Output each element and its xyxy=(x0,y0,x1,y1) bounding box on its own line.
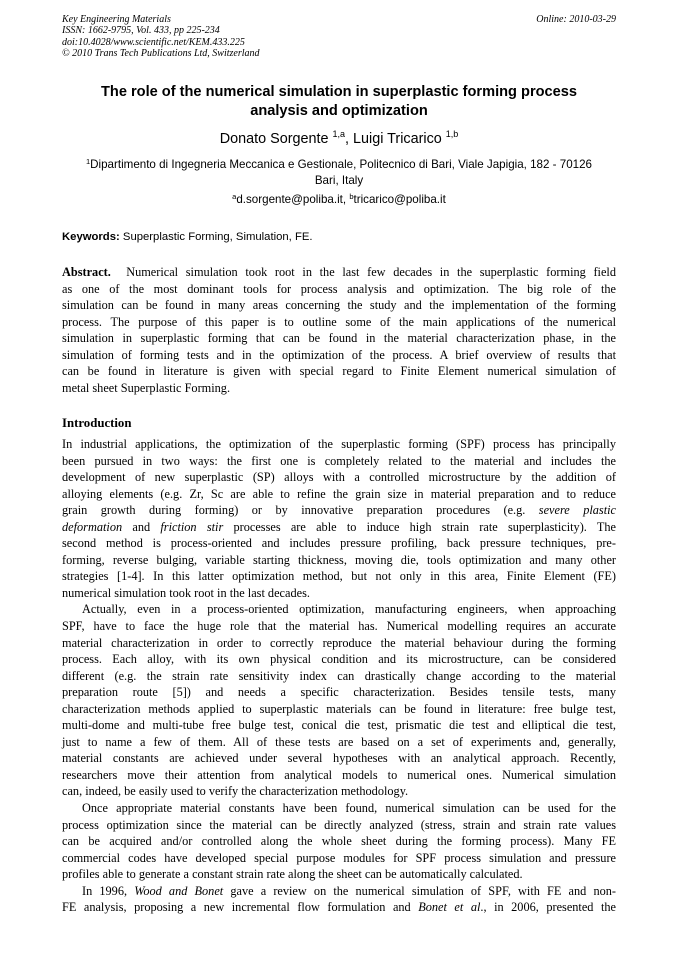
author-2: Luigi Tricarico xyxy=(353,131,442,147)
paper-title xyxy=(62,83,616,121)
abstract-line: as one of the most dominant tools for process analysis and optimization. The big role of the xyxy=(62,281,616,296)
keywords-label: Keywords: xyxy=(62,231,120,243)
text-line: strategies [1-4]. In this latter optimization method, but not only in this area, Finite Element (FE) xyxy=(62,569,616,584)
text-line: characterization methods applied to superplastic materials can be found in literature: free bulge test, xyxy=(62,701,616,716)
text-line: researchers move their attention from analytical models to numerical ones. Numerical simulation xyxy=(62,767,616,782)
affiliation-line-2: Bari, Italy xyxy=(314,173,364,187)
affiliation xyxy=(62,157,616,188)
abstract-line: simulation can be found in many areas concerning the study and the implementation of the forming xyxy=(62,298,616,313)
text-line: process. Each alloy, with its own physical condition and its microstructure, can be considered xyxy=(62,652,616,667)
text-line: In industrial applications, the optimization of the superplastic forming (SPF) process has principally xyxy=(62,437,616,451)
text-line: can be acquired and/or controlled along the whole sheet during the forming process). Many FE xyxy=(62,834,616,849)
keywords-text: Superplastic Forming, Simulation, FE. xyxy=(122,231,313,243)
text-line: Actually, even in a process-oriented optimization, manufacturing engineers, when approaching xyxy=(82,602,616,617)
abstract-label: Abstract. xyxy=(62,265,111,279)
title-line-1: The role of the numerical simulation in superplastic forming process xyxy=(100,84,577,100)
author-2-affil-mark: 1,b xyxy=(445,129,459,139)
email-a[interactable]: d.sorgente@poliba.it, xyxy=(236,193,347,206)
journal-header xyxy=(62,14,616,59)
abstract-line: metal sheet Superplastic Forming. xyxy=(62,380,231,395)
text-line: In 1996, Wood and Bonet gave a review on the numerical simulation of SPF, with FE and non- xyxy=(82,883,616,898)
author-1: Donato Sorgente xyxy=(219,131,329,147)
text-line: Once appropriate material constants have been found, numerical simulation can be used for the xyxy=(82,801,616,816)
introduction-body xyxy=(62,436,616,916)
text-line: preparation route [5]) and needs a specific characterization. Besides tensile tests, many xyxy=(62,685,616,700)
author-emails xyxy=(62,192,616,207)
text-line: deformation and friction stir processes are able to induce high strain rate superplasticity). The xyxy=(62,519,617,534)
text-line: numerical simulation took root in the last decades. xyxy=(62,585,310,600)
email-b-mark: b xyxy=(349,192,354,201)
abstract-line: can be found in literature is given with special regard to Finite Element numerical simulation of xyxy=(62,364,616,379)
section-heading-introduction: Introduction xyxy=(62,416,132,430)
text-line: FE analysis, proposing a new incremental flow formulation and Bonet et al., in 2006, presented the xyxy=(62,900,616,915)
text-line: different (e.g. the strain rate sensitivity index can drastically change according to the material xyxy=(62,668,616,683)
paragraph-4 xyxy=(62,883,616,916)
online-date: Online: 2010-03-29 xyxy=(536,14,616,25)
text-line: profiles able to generate a constant strain rate along the sheet can be automatically calculated. xyxy=(62,867,523,882)
author-separator: , xyxy=(345,131,354,147)
paragraph-1 xyxy=(62,436,616,601)
affiliation-line-1: Dipartimento di Ingegneria Meccanica e Gestionale, Politecnico di Bari, Viale Japigia, 182 - 70126 xyxy=(90,158,592,171)
text-line: second method is process-oriented and includes pressure profiling, back pressure techniques, pre- xyxy=(62,536,616,551)
text-line: been pursued in two ways: the first one is completely related to the material and includes the xyxy=(62,453,616,468)
text-line: material characterization in order to correctly reproduce the material behaviour during the forming xyxy=(62,635,616,650)
author-1-affil-mark: 1,a xyxy=(332,129,346,139)
copyright-line: © 2010 Trans Tech Publications Ltd, Switzerland xyxy=(62,47,260,59)
abstract xyxy=(62,264,616,396)
abstract-line: simulation in superplastic forming that can be found in the material characterization phase, in the xyxy=(62,331,616,346)
text-line: multi-dome and multi-tube free bulge test, conical die test, prismatic die test and elliptical die test, xyxy=(62,718,616,733)
abstract-line: Abstract. Numerical simulation took root in the last few decades in the superplastic forming field xyxy=(62,265,616,279)
text-line: just to name a few of them. All of these tests are based on a set of experiments and, generally, xyxy=(62,734,616,749)
email-b[interactable]: tricarico@poliba.it xyxy=(353,193,446,206)
affiliation-mark: 1 xyxy=(85,157,91,166)
text-line: grain growth during forming) or by innovative preparation procedures (e.g. severe plastic xyxy=(62,503,616,518)
text-line: can, indeed, be easily used to verify the characterization methodology. xyxy=(62,784,409,799)
email-a-mark: a xyxy=(232,192,237,201)
abstract-line: process. The purpose of this paper is to outline some of the main applications of the numerical xyxy=(62,314,616,329)
text-line: alloying elements (e.g. Zr, Sc are able to refine the grain size in material preparation and to reduce xyxy=(62,486,616,501)
abstract-line: simulation of forming tests and in the optimization of the process. A brief overview of results that xyxy=(62,347,616,362)
text-line: material constants are achieved under several hypotheses with an analytical approach. Recently, xyxy=(62,751,616,766)
author-list xyxy=(62,131,616,148)
text-line: commercial codes have developed special purpose modules for SPF process simulation and pressure xyxy=(62,850,616,865)
text-line: SPF, have to face the huge role that the material has. Numerical modelling requires an accurate xyxy=(62,619,616,634)
text-line: process optimization since the material can be directly analyzed (stress, strain and strain rate values xyxy=(62,817,616,832)
journal-name: Key Engineering Materials xyxy=(62,14,171,25)
keywords xyxy=(62,230,616,245)
issn-line: ISSN: 1662-9795, Vol. 433, pp 225-234 xyxy=(62,25,220,37)
text-line: forming, reverse bulging, variable starting thickness, moving die, tools optimization and many other xyxy=(62,552,616,567)
paragraph-3 xyxy=(62,800,616,883)
title-line-2: analysis and optimization xyxy=(250,103,428,119)
paragraph-2 xyxy=(62,601,616,800)
doi-line: doi:10.4028/www.scientific.net/KEM.433.225 xyxy=(62,36,245,48)
text-line: development of new superplastic (SP) alloys with a controlled microstructure by the addition of xyxy=(62,470,616,485)
